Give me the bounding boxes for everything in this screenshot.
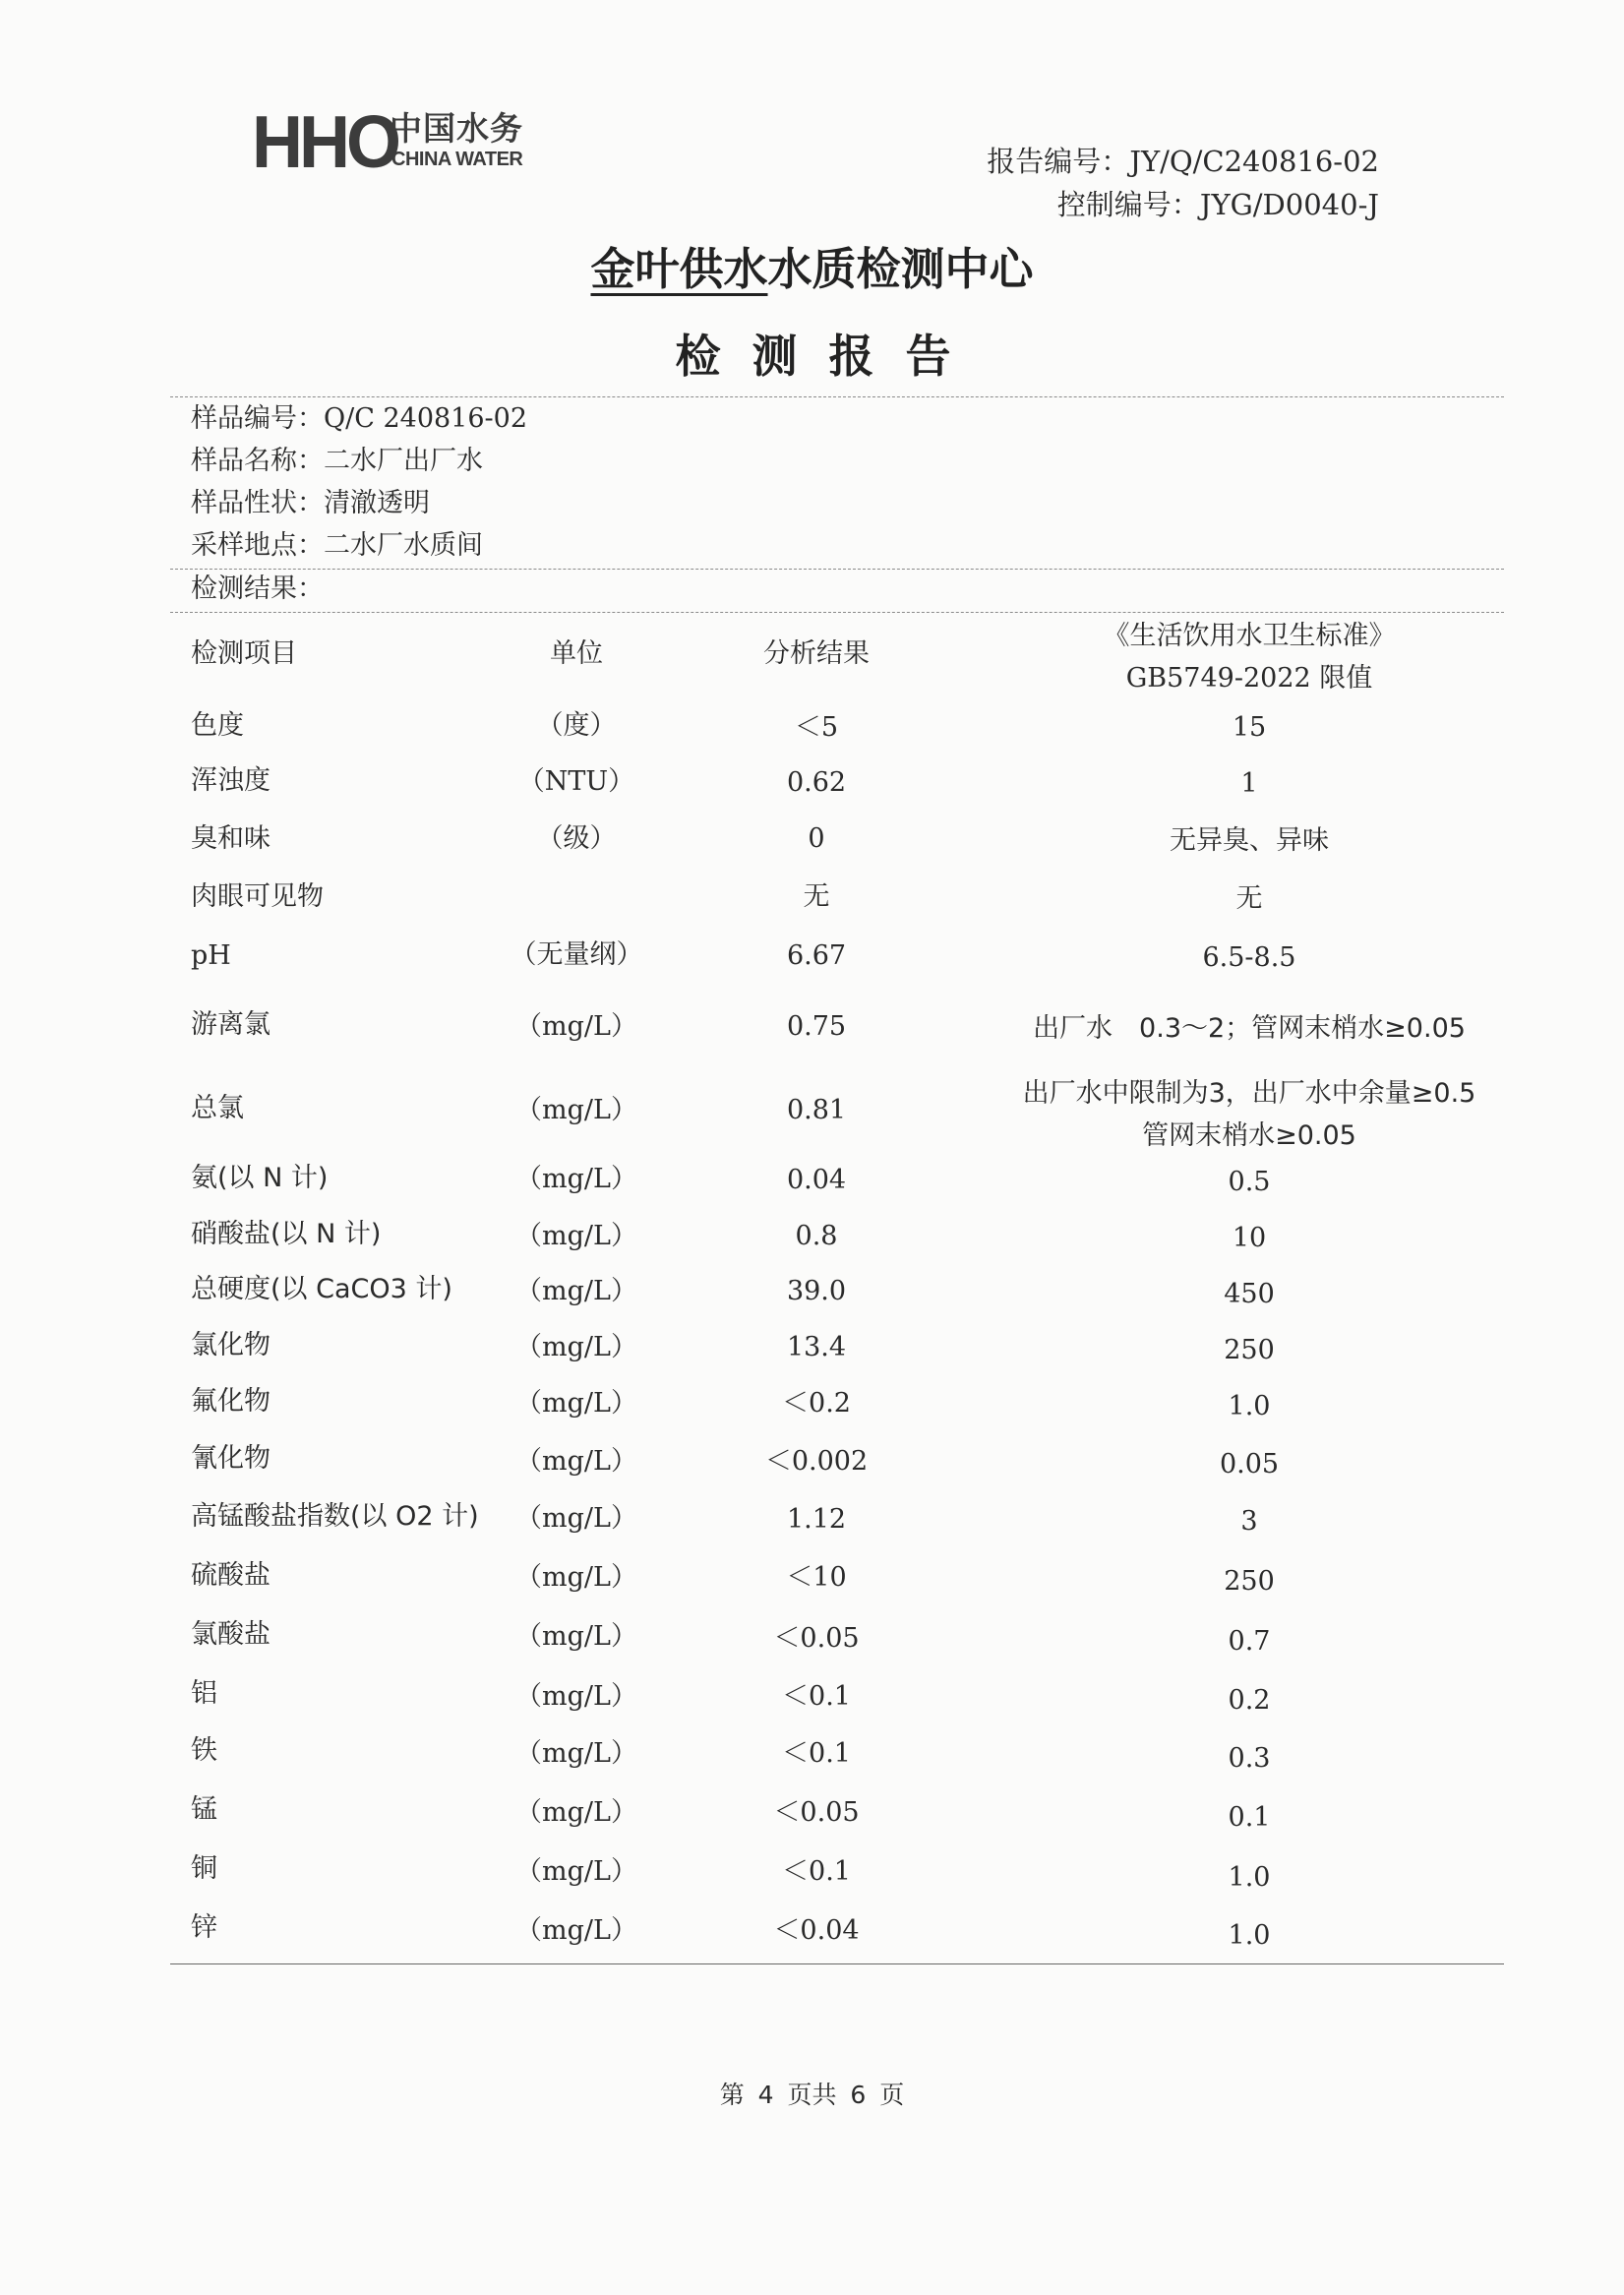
row-item: 肉眼可见物 (191, 881, 324, 912)
row-item: 色度 (191, 710, 244, 741)
row-item: 氟化物 (191, 1386, 271, 1417)
row-limit: 出厂水 0.3～2；管网末梢水≥0.05 (1033, 1013, 1466, 1044)
row-unit: （mg/L） (515, 1221, 637, 1251)
row-limit: 出厂水中限制为3，出厂水中余量≥0.5 (1022, 1078, 1476, 1109)
row-unit: （度） (536, 710, 617, 741)
row-limit: 1.0 (1228, 1862, 1271, 1893)
row-limit: 0.2 (1228, 1685, 1271, 1716)
sample-trait (191, 487, 430, 520)
header-unit: 单位 (550, 638, 603, 669)
logo-name-cn: 中国水务 (390, 109, 523, 148)
row-limit: 6.5-8.5 (1202, 942, 1296, 973)
header-result: 分析结果 (763, 638, 870, 669)
row-limit-line2: 管网末梢水≥0.05 (1142, 1120, 1356, 1151)
sampling-site-value: 二水厂水质间 (324, 530, 483, 561)
row-result: 1.12 (786, 1504, 847, 1535)
sample-id (191, 402, 527, 436)
row-result: 0.81 (786, 1095, 847, 1125)
control-number-value: JYG/D0040-J (1199, 188, 1379, 221)
row-item: 氯酸盐 (191, 1619, 271, 1650)
row-result: 0.62 (786, 767, 847, 798)
row-result: 0.8 (795, 1221, 838, 1251)
row-unit: （NTU） (517, 766, 635, 797)
row-item: 铜 (191, 1853, 217, 1884)
sampling-site (191, 529, 483, 563)
row-unit: （mg/L） (515, 1095, 637, 1125)
sample-trait-label: 样品性状： (191, 488, 324, 518)
row-result: 0.04 (786, 1165, 847, 1195)
row-item: 总硬度(以 CaCO3 计) (191, 1274, 452, 1304)
row-limit: 3 (1240, 1506, 1258, 1537)
logo-name-en: CHINA WATER (391, 149, 523, 170)
row-result: ＜0.002 (764, 1446, 869, 1477)
row-item: 高锰酸盐指数(以 O2 计) (191, 1501, 479, 1532)
row-result: ＜0.1 (782, 1681, 851, 1712)
row-limit: 0.3 (1228, 1743, 1271, 1774)
header-limit-title: 《生活饮用水卫生标准》 (1103, 621, 1396, 651)
sample-name-value: 二水厂出厂水 (324, 446, 483, 476)
report-number-value: JY/Q/C240816-02 (1129, 145, 1379, 178)
report-title: 检测报告 (675, 330, 983, 383)
row-unit: （级） (536, 823, 617, 854)
row-item: 锌 (191, 1912, 217, 1943)
row-unit: （mg/L） (515, 1276, 637, 1306)
row-unit: （mg/L） (515, 1681, 637, 1712)
row-unit: （mg/L） (515, 1738, 637, 1769)
row-item: 总氯 (191, 1093, 244, 1123)
sampling-site-label: 采样地点： (191, 530, 324, 561)
row-item: 铁 (191, 1735, 217, 1766)
row-limit: 450 (1224, 1279, 1275, 1309)
header-item: 检测项目 (191, 638, 297, 669)
row-limit: 15 (1232, 712, 1267, 743)
divider (170, 396, 1504, 397)
page-number: 第 4 页共 6 页 (719, 2081, 905, 2109)
sample-name (191, 445, 483, 478)
row-unit: （mg/L） (515, 1856, 637, 1887)
organization-name (0, 242, 1624, 297)
row-item: 铝 (191, 1678, 217, 1709)
row-unit: （mg/L） (515, 1621, 637, 1652)
row-unit: （mg/L） (515, 1503, 637, 1534)
sample-id-label: 样品编号： (191, 403, 324, 434)
logo-mark: HHO (252, 101, 397, 184)
row-result: ＜10 (786, 1562, 847, 1593)
row-unit: （mg/L） (515, 1011, 637, 1042)
row-result: ＜0.1 (782, 1856, 851, 1887)
row-limit: 0.1 (1228, 1802, 1271, 1833)
header-limit-standard: GB5749-2022 限值 (1125, 663, 1373, 694)
row-limit: 无 (1235, 883, 1263, 914)
row-result: 13.4 (786, 1332, 847, 1362)
row-result: ＜5 (794, 712, 839, 743)
row-limit: 250 (1224, 1335, 1275, 1365)
row-limit: 250 (1224, 1566, 1275, 1597)
row-item: 氯化物 (191, 1330, 271, 1360)
organization-name-rest: 水质检测中心 (767, 243, 1034, 295)
sample-trait-value: 清澈透明 (324, 488, 430, 518)
row-item: 氰化物 (191, 1443, 271, 1474)
row-limit: 1 (1240, 768, 1258, 799)
row-unit: （mg/L） (515, 1562, 637, 1593)
row-item: 游离氯 (191, 1009, 271, 1040)
row-result: 无 (803, 881, 830, 912)
sample-name-label: 样品名称： (191, 446, 324, 476)
row-result: ＜0.05 (773, 1623, 860, 1654)
sample-id-value: Q/C 240816-02 (324, 403, 528, 434)
control-number (1057, 187, 1379, 222)
row-limit: 1.0 (1228, 1391, 1271, 1421)
row-limit: 0.05 (1219, 1449, 1280, 1480)
row-item: 氨(以 N 计) (191, 1163, 329, 1193)
organization-name-underlined: 金叶供水 (590, 243, 768, 295)
row-limit: 1.0 (1228, 1920, 1271, 1951)
row-unit: （mg/L） (515, 1332, 637, 1362)
row-unit: （无量纲） (510, 939, 643, 970)
row-unit: （mg/L） (515, 1915, 637, 1946)
row-item: 臭和味 (191, 823, 271, 854)
row-item: 硝酸盐(以 N 计) (191, 1219, 382, 1249)
row-unit: （mg/L） (515, 1797, 637, 1828)
row-result: 0 (808, 823, 825, 854)
row-unit: （mg/L） (515, 1164, 637, 1194)
row-item: pH (191, 940, 231, 971)
row-result: ＜0.2 (782, 1388, 851, 1419)
report-number-label: 报告编号： (987, 145, 1130, 178)
row-limit: 0.7 (1228, 1626, 1271, 1657)
row-item: 硫酸盐 (191, 1560, 271, 1591)
row-limit: 10 (1232, 1223, 1267, 1253)
row-result: ＜0.1 (782, 1738, 851, 1769)
row-limit: 0.5 (1228, 1167, 1271, 1197)
row-result: 39.0 (786, 1276, 847, 1306)
control-number-label: 控制编号： (1056, 188, 1200, 221)
table-bottom-rule (170, 1963, 1504, 1964)
row-item: 浑浊度 (191, 765, 271, 796)
results-label: 检测结果： (191, 574, 324, 604)
divider (170, 612, 1504, 613)
row-result: 6.67 (786, 940, 847, 971)
row-limit: 无异臭、异味 (1170, 825, 1329, 856)
row-unit: （mg/L） (515, 1446, 637, 1477)
report-number (987, 144, 1379, 179)
row-result: 0.75 (786, 1011, 847, 1042)
row-unit: （mg/L） (515, 1388, 637, 1419)
row-result: ＜0.04 (773, 1915, 860, 1946)
row-result: ＜0.05 (773, 1797, 860, 1828)
row-item: 锰 (191, 1794, 217, 1825)
divider (170, 569, 1504, 570)
